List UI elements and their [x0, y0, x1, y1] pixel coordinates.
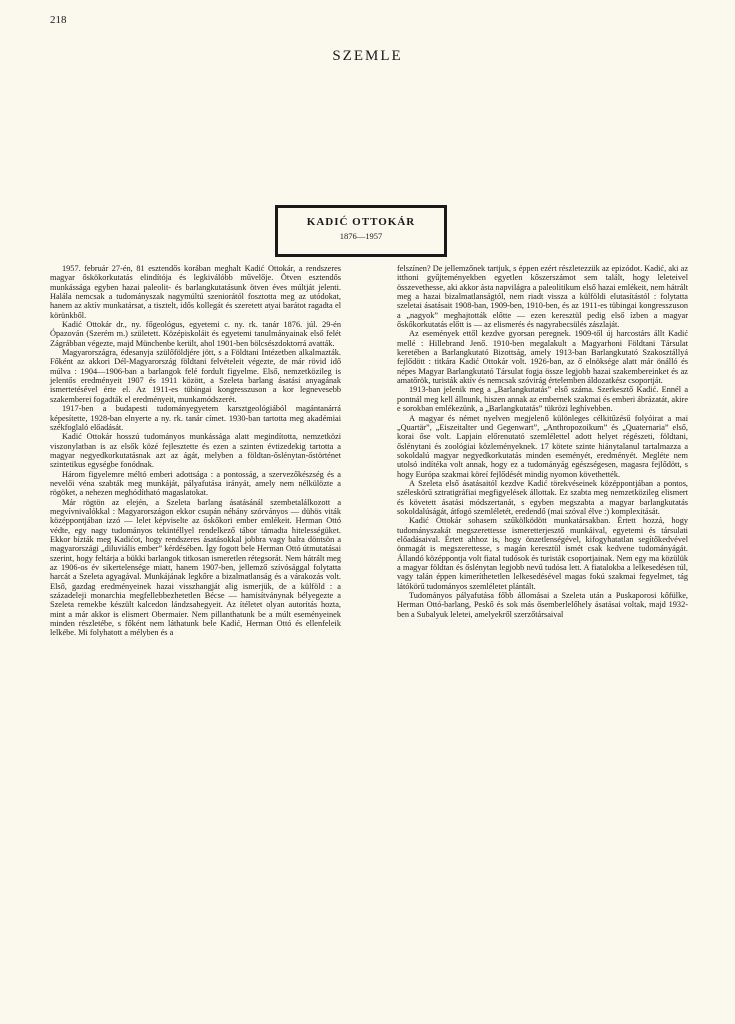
paragraph: Kadić Ottokár dr., ny. főgeológus, egyetemi c. ny. rk. tanár 1876. júl. 29-én Ópazován (Szerém m.) született. Középiskoláit és egyetemi tanulmányainak első felét Zágrábban végezte, majd Münchenbe került, ahol 1901-ben bölcsészdoktorrá avatták. — [50, 320, 341, 348]
paragraph: 1913-ban jelenik meg a „Barlangkutatás” első száma. Szerkesztő Kadić. Ennél a pontnál meg kell állnunk, hiszen annak az embernek szakmai és emberi ábrázatát, akire e sorokban emlékezünk, a „Barlangkutatás” tükrözi leghívebben. — [397, 385, 688, 414]
article-title: KADIĆ OTTOKÁR — [306, 216, 416, 228]
paragraph: A Szeleta első ásatásaitól kezdve Kadić törekvéseinek középpontjában a pontos, széleskörű sztratigráfiai megfigyelések állottak. Ez szabta meg nemzetközileg elismert és követett ásatási módszertanát, s egyben megszabta a magyar barlangkutatás sokoldalúságát, átfogó szemléletét, eredendő (mai szóval élve :) komplexitását. — [397, 478, 688, 516]
paragraph: Kadić Ottokár sohasem szűkölködött munkatársakban. Értett hozzá, hogy tudományszakát megszerettesse ismeretterjesztő munkáival, egyetemi és társulati előadásaival. Értett ahhoz is, hogy önzetlenségével, kifogyhatatlan segítőkedvével önmagát is megszerettesse, s magán keresztül ismét csak kedvene tudományágát. Állandó középpontja volt fiatal tudósok és turisták csoportjainak. Nem egy ma közülük a magyar földtan és őslénytan legjobb nevű tudósa lett. A fiatalokba a lelkesedésen túl, vagy talán éppen kimeríthetetlen lelkesedésével magas fokú szakmai fegyelmet, tág látókörű tudományos szemléletet plántált. — [397, 516, 688, 591]
paragraph: Az események ettől kezdve gyorsan peregnek. 1909-től új harcostárs állt Kadić mellé : Hillebrand Jenő. 1910-ben megalakult a Magyarhoni Földtani Társulat keretében a Barlangkutató Bizottság, amely 1913-ban Barlangkutató Szakosztállyá fejlődött : titkára Kadić Ottokár volt. 1926-ban, az ő elnöksége alatt már önálló és népes Magyar Barlangkutató Társulat fogja össze legjobb hazai szakembereinket és az amatőrök, turisták aktív és nemcsak szóvirág értelemben áldozatkész csoportját. — [397, 329, 688, 386]
paragraph: felszínen? De jellemzőnek tartjuk, s éppen ezért részletezzük az epizódot. Kadić, aki az itthoni gyűjteményekben egyetlen kőszerszámot sem talált, hogy leleteivel összevethesse, aki akkor ásta napvilágra a paleolitikum első hazai emlékeit, nem hátrált meg a hazai bizalmatlanságtól, nem riadt vissza a külföldi elutasítástól : folytatta szeletai ásatásait 1908-ban, 1909-ben, 1910-ben, és az 1911-es tübingai kongresszuson a „nagyok” meghajtották előtte — ezen keresztül pedig első ízben a magyar őskőkorkutatás előtt is — az elismerés és nagyrabecsülés zászlaját. — [397, 264, 688, 330]
article-years: 1876—1957 — [339, 231, 383, 241]
section-title: SZEMLE — [332, 48, 403, 64]
right-column — [397, 264, 688, 619]
article-title-box — [275, 205, 447, 257]
paragraph: Magyarországra, édesanyja szülőföldjére jött, s a Földtani Intézetben alkalmazták. Főként az akkori Dél-Magyarország földtani felvételeit végezte, de már rövid idő múlva : 1904—1906-ban a barlangok felé fordult figyelme. Első, nemzetközileg is jelentős eredményeit 1907 és 1911 között, a Szeleta barlang ásatási anyagának ismertetésével érte el. Az 1911-es tübingai kongresszuson a kor legnevesebb szakemberei fogadták el eredményeit, munkamódszerét. — [50, 348, 341, 404]
paragraph: 1917-ben a budapesti tudományegyetem karsztgeológiából magántanárrá képesítette, 1928-ban elnyerte a ny. rk. tanár címet. 1930-ban tartotta meg akadémiai székfoglaló előadását. — [50, 404, 341, 432]
paragraph: Kadić Ottokár hosszú tudományos munkássága alatt megindította, nemzetközi viszonylatban is az elsők közé fejlesztette és ezen a szinten évtizedekig tartotta a magyar negyedkorkutatásnak azt az ágát, melyben a földtan-őslénytan-őstörténet szintetikus egységbe fonódnak. — [50, 432, 341, 470]
paragraph: Három figyelemre méltó emberi adottsága : a pontosság, a szervezőkészség és a nevelői véna szabták meg munkáját, pályafutása irányát, amely nem nélkülözte a rögöket, a nehezen meghódítható magaslatokat. — [50, 469, 341, 498]
left-column — [50, 264, 341, 638]
paragraph: A magyar és német nyelven megjelenő különleges célkitűzésű folyóirat a mai „Quartär”, „Eiszeitalter und Gegenwart”, „Anthropozoikum” és „Quaternaria” első, korai őse volt. Lapjain előrenutató szemlélettel adott helyet régészeti, földtani, őslénytani és zoológiai közleményeknek. 17 kötete szinte hiánytalanul tartalmazza a sokoldalú magyar negyedkorkutatás minden eseményét, eredményét. Megléte nem utolsó indítéka volt annak, hogy ez a tudományág egészségesen, magasra fejlődött, s hogy Európa szakmai köreí fejlődését mindig nyomon követhették. — [397, 413, 688, 479]
paragraph: Már rögtön az elején, a Szeleta barlang ásatásánál szembetalálkozott a megvívnivalókkal : Magyarországon ekkor csupán néhány szórványos — dühös viták középpontjában izzó — lelet képviselte az őskőkori ember emlékeit. Herman Ottó védte, egy nagy tudományos tekintéllyel rendelkező tábor támadta hitelességüket. Ekkor bízták meg Kadićot, hogy rendszeres ásatásokkal jobbra vagy balra döntsön a magyarországi „diluviális ember” kérdésében. Így fogott bele Herman Ottó útmutatásai szerint, hogy feltárja a bükki barlangok titkosan ismeretlen rétegsorát. Nem hátrált meg az 1906-os év sikertelensége miatt, hanem 1907-ben, jellemző szívósággal folytatta harcát a Szeleta agyagával. Munkájának legkőre a bizalmatlanság és a várakozás volt. Első, gazdag eredményeinek hazai visszhangját alig ismerjük, de a külföld : a századeleji monarchia megfellebbezhetetlen Bécse — hamisítványnak bélyegezte a Szeleta remekbe készült kalcedon lándzsahegyeit. Az ítéletet olyan autoritás hozta, mint a már akkor is elismert Obermaier. Nem pillanthatunk be a múlt eseményeinek minden részletébe, s főként nem láthatunk bele Kadić, Herman Ottó és ellenfeleik lelkébe. Mi folyhatott a mélyben és a — [50, 497, 341, 638]
paragraph: 1957. február 27-én, 81 esztendős korában meghalt Kadić Ottokár, a rendszeres magyar őskökorkutatás elindítója és legkiválóbb művelője. Ötven esztendős munkássága egyben hazai paleolit- és barlangkutatásunk ötven éves múltját jelenti. Halála nemcsak a tudományszak nagymúltú szeniorától fosztotta meg az utódokat, hanem az aktív munkatársat, a tisztelt, idős kollegát és szeretett atyai barátot ragadta el körünkből. — [50, 264, 341, 320]
paragraph: Tudományos pályafutása főbb állomásai a Szeleta után a Puskaporosi kőfülke, Herman Ottó-barlang, Peskő és sok más ősemberlelőhely ásatásai voltak, majd 1932-ben a Subalyuk leletei, amelyekről szerzőtársaival — [397, 591, 688, 619]
page-number: 218 — [50, 14, 67, 26]
